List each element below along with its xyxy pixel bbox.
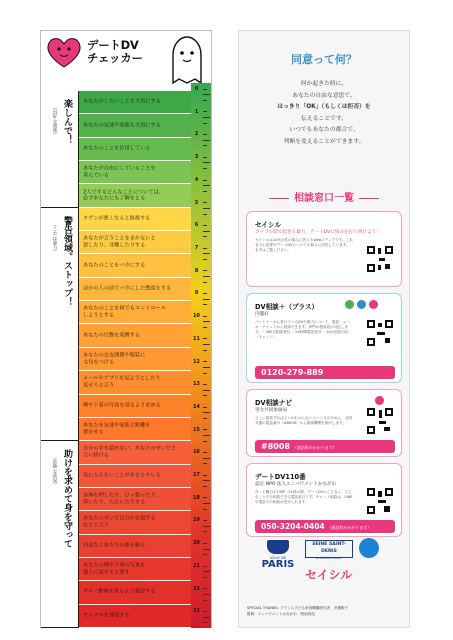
ruler-tick xyxy=(203,162,210,163)
ruler-number: 13 xyxy=(193,382,200,388)
section-title: 助けを求めて身を守って xyxy=(62,449,72,549)
ruler-tick xyxy=(203,299,210,300)
ruler-tick xyxy=(203,361,207,362)
ruler-tick xyxy=(203,202,207,203)
ruler-tick xyxy=(203,208,210,209)
ruler-tick xyxy=(203,253,210,254)
paris-ship-icon xyxy=(267,540,289,554)
ruler-tick xyxy=(203,549,210,550)
phone-number-button[interactable] xyxy=(255,366,395,379)
ruler-number: 6 xyxy=(194,223,199,229)
checker-item-text: メールやアプリを見ようとしたり 見せろと言う xyxy=(83,375,161,389)
contact-box-seishiru xyxy=(246,211,402,287)
ruler-tick xyxy=(203,225,207,226)
checker-item-text: 自分の非を認めない。あなたのせいだと 言い続ける xyxy=(83,445,177,459)
ruler-number: 7 xyxy=(194,245,199,251)
ruler-tick xyxy=(203,503,210,504)
ruler-tick xyxy=(203,157,207,158)
contact-name: DV相談＋（プラス） xyxy=(255,303,319,311)
section-title: 楽しんで！ xyxy=(62,99,72,144)
section-label-2 xyxy=(41,208,79,441)
phone-number-button[interactable] xyxy=(255,520,395,533)
checker-header xyxy=(41,31,211,91)
round-badge-logo xyxy=(359,538,379,558)
phone-number: 050-3204-0404 xyxy=(261,522,325,531)
section-subtitle: （良好な関係） xyxy=(52,105,57,138)
seine-saint-denis-logo xyxy=(305,540,353,558)
checker-item-text: 同意なくあなたの体を触る xyxy=(83,542,146,549)
contact-name: セイシル xyxy=(255,221,282,229)
qr-code[interactable] xyxy=(367,246,393,272)
ruler-tick xyxy=(203,276,210,277)
contact-description: どこに相談すればよいかわからないという方のために、全国共通の電話番号（#8008）から相談機関を案内します。 xyxy=(255,416,353,425)
ruler-number: 5 xyxy=(194,200,199,206)
consent-line: あなたの自由な意思で、 xyxy=(292,92,356,99)
ruler-tick xyxy=(203,600,207,601)
phone-icon xyxy=(369,300,378,309)
checker-item-text: あなたの行動を束縛する xyxy=(83,332,141,339)
consent-line: いつでもあなたの都合で、 xyxy=(289,127,359,133)
ruler-tick xyxy=(203,384,207,385)
logo-text: VILLE DE xyxy=(270,556,286,560)
contact-box-dv-soudan-navi xyxy=(246,389,402,457)
consent-line: 伝えることです。 xyxy=(301,115,347,122)
contact-subtitle: 認定 NPO 法人エンパワメントかながわ xyxy=(255,482,337,487)
ruler-tick xyxy=(203,304,207,305)
ruler-tick xyxy=(203,622,207,623)
ruler-number: 22 xyxy=(193,586,200,592)
ruler-number: 18 xyxy=(193,495,200,501)
ruler-number: 1 xyxy=(194,109,199,115)
checker-item-text: セックスを強要する xyxy=(83,612,130,619)
ruler-tick xyxy=(203,486,207,487)
checker-title xyxy=(87,39,159,65)
ruler-number: 15 xyxy=(193,427,200,433)
checker-item-text: 身体を押したり、ひっ張ったり、 叩いたり、たたいたりする xyxy=(83,492,161,506)
logo-text: LE DÉPARTEMENT xyxy=(315,556,343,560)
ruler-number: 11 xyxy=(193,336,200,342)
ruler-tick xyxy=(203,89,207,90)
ruler-tick xyxy=(203,214,207,215)
ruler-tick xyxy=(203,429,207,430)
contact-subtitle: 内閣府 xyxy=(255,312,269,317)
ruler-tick xyxy=(203,531,207,532)
chat-icon xyxy=(345,300,354,309)
ruler-number: 10 xyxy=(193,314,200,320)
ruler-tick xyxy=(203,407,207,408)
ruler-number: 9 xyxy=(194,291,199,297)
checker-item-text: あなたの友達や家族も大切にする xyxy=(83,122,161,129)
qr-code[interactable] xyxy=(367,408,393,434)
checker-item-text: 気に入らないことがあるとキレる xyxy=(83,472,161,479)
ruler-tick xyxy=(203,526,210,527)
ruler-tick xyxy=(203,520,207,521)
ruler-number: 20 xyxy=(193,541,200,547)
section-subtitle: （これは暴力） xyxy=(52,221,57,254)
contact-description: セイシルは10代の性の悩みに答えるWebメディアです。これまでの恋愛やデートDVについての悩みに回答しています。まずはご覧ください。 xyxy=(255,238,353,252)
consent-contact-card xyxy=(238,30,410,628)
ruler-tick xyxy=(203,134,207,135)
call-fee-note: （通話料がかかります） xyxy=(292,445,337,450)
ruler-number: 16 xyxy=(193,450,200,456)
ruler-number: 21 xyxy=(193,563,200,569)
contact-name: デートDV110番 xyxy=(255,473,306,481)
ruler-tick xyxy=(203,168,207,169)
phone-number-button[interactable] xyxy=(255,440,395,453)
ruler-tick xyxy=(203,293,207,294)
ruler-tick xyxy=(203,282,207,283)
ruler-tick xyxy=(203,458,210,459)
checker-item-text: 2人でするどんなことについては、 必ずあなたにも了解をとる xyxy=(83,188,165,202)
phone-number: 0120-279-889 xyxy=(261,368,324,377)
contact-description: 月〜土曜日の19時〜21時の間、デートDVのことなら、どんなことでも相談できる電話窓口です。チャット相談は、LINE や電話での相談が受けられます。 xyxy=(255,490,353,504)
credits-line: 監修：エンパワメントかながわ 阿部真紀 xyxy=(247,612,315,616)
sponsor-logos xyxy=(249,536,399,596)
ruler-tick xyxy=(203,395,207,396)
consent-line: 判断を変えることができます。 xyxy=(283,138,365,145)
ruler-tick xyxy=(203,566,207,567)
ruler-tick xyxy=(203,480,210,481)
ruler-tick xyxy=(203,117,210,118)
contact-subtitle: 男女共同参画局 xyxy=(255,408,288,413)
ruler-tick xyxy=(203,344,210,345)
ruler-number: 4 xyxy=(194,177,199,183)
ruler-tick xyxy=(203,338,207,339)
ruler-tick xyxy=(203,441,207,442)
dv-checker-card xyxy=(40,30,212,628)
ruler-tick xyxy=(203,577,207,578)
ghost-character-icon xyxy=(167,35,207,85)
ruler-number: 17 xyxy=(193,473,200,479)
contact-box-dv-soudan-plus xyxy=(246,293,402,383)
ruler-number: 12 xyxy=(193,359,200,365)
contact-list-heading: 相談窓口一覧 xyxy=(239,189,409,204)
ruler-tick xyxy=(203,248,207,249)
checker-item-text: ポルノ動画を見るよう強要する xyxy=(83,589,156,596)
ruler-tick xyxy=(203,185,210,186)
credits xyxy=(247,605,407,617)
ruler-tick xyxy=(203,350,207,351)
ruler-tick xyxy=(203,140,210,141)
ruler-tick xyxy=(203,259,207,260)
qr-code[interactable] xyxy=(367,320,393,346)
consent-text xyxy=(249,79,399,148)
phone-icon xyxy=(375,396,384,405)
mail-icon xyxy=(357,300,366,309)
ruler-number: 19 xyxy=(193,518,200,524)
call-fee-note: （通話料がかかります） xyxy=(327,525,372,530)
checker-rows xyxy=(41,91,191,628)
ruler-tick xyxy=(203,373,207,374)
ruler-tick xyxy=(203,100,207,101)
ruler-tick xyxy=(203,236,207,237)
section-title: 警告領域。ストップ！ xyxy=(62,215,72,306)
checker-item-text: あなたのことを何でもコントロール しようとする xyxy=(83,305,166,319)
ruler-tick xyxy=(203,270,207,271)
ruler-tick xyxy=(203,231,210,232)
checker-item-text: 裸や下着の写真を送るよう求める xyxy=(83,402,161,409)
ruler-tick xyxy=(203,452,207,453)
contact-box-datedv-110 xyxy=(246,463,402,537)
ruler-tick xyxy=(203,611,207,612)
checker-item-text: あなたを友達や家族と距離を 置かせる xyxy=(83,422,151,436)
ruler-tick xyxy=(203,475,207,476)
ruler-number: 3 xyxy=(194,155,199,161)
ruler-tick xyxy=(203,588,207,589)
ruler-tick xyxy=(203,191,207,192)
logo-text: SEINE SAINT-DENIS xyxy=(312,542,346,554)
section-subtitle: （危険な状況） xyxy=(52,455,57,488)
ruler-tick xyxy=(203,321,210,322)
ruler-number: 23 xyxy=(193,609,200,615)
title-line1: デートDV xyxy=(87,38,139,52)
ruler-tick xyxy=(203,497,207,498)
checker-item-text: あなたの裸や下着の写真を 他人に見せると脅す xyxy=(83,562,146,576)
checker-item-text: あなたが言うことをきかないと 怒したり、非難したりする xyxy=(83,235,156,249)
ruler-tick xyxy=(203,412,210,413)
danger-level-ruler xyxy=(191,83,211,628)
heart-face-icon xyxy=(45,35,83,69)
ruler-number: 14 xyxy=(193,404,200,410)
ruler-number: 8 xyxy=(194,268,199,274)
seishiru-logo: セイシル xyxy=(305,568,353,582)
ruler-tick xyxy=(203,509,207,510)
ruler-tick xyxy=(203,316,207,317)
checker-item-text: ほかの人の前でバカにした態度をする xyxy=(83,285,172,292)
ruler-number: 0 xyxy=(194,87,199,92)
checker-item-text: あなたが自由にしていることを 喜んでいる xyxy=(83,165,156,179)
checker-item-text: キゲンが悪くなると無視する xyxy=(83,215,151,222)
ruler-number: 2 xyxy=(194,132,199,138)
checker-item-text: あなたのことをバカにする xyxy=(83,262,146,269)
ruler-tick xyxy=(203,94,210,95)
ruler-tick xyxy=(203,435,210,436)
ville-de-paris-logo xyxy=(261,540,295,570)
ruler-tick xyxy=(203,180,207,181)
ruler-tick xyxy=(203,123,207,124)
logo-text: PARIS xyxy=(261,559,295,570)
consent-heading: 同意って何？ xyxy=(291,53,357,66)
ruler-tick xyxy=(203,145,207,146)
ruler-tick xyxy=(203,111,207,112)
phone-number: #8008 xyxy=(261,442,290,451)
contact-name: DV相談ナビ xyxy=(255,399,292,407)
ruler-tick xyxy=(203,617,210,618)
ruler-tick xyxy=(203,571,210,572)
checker-item-text: あなたの交友関係や服装に 文句をつける xyxy=(83,352,146,365)
checker-item-text: あなたのせいで自分が自殺する などと言う xyxy=(83,515,156,529)
ruler-tick xyxy=(203,554,207,555)
checker-item-text: あなたのことを信用している xyxy=(83,145,151,152)
ruler-tick xyxy=(203,594,210,595)
contact-subtitle: カップル間で起きる暴力、デートDVに悩みを打ち明けよう！ xyxy=(255,230,381,235)
consent-line: はっきり「OK」（もしくは拒否）を xyxy=(277,104,371,110)
ruler-tick xyxy=(203,463,207,464)
ruler-tick xyxy=(203,327,207,328)
contact-description: パートナーから受けているDVや暴力について、電話・メール・チャットから相談できます。専門の相談員が対応します。・365日相談受付 ・24時間電話受付 ・10か国語対応（チャット） xyxy=(255,320,350,339)
section-label-1 xyxy=(41,91,79,208)
ruler-tick xyxy=(203,390,210,391)
qr-code[interactable] xyxy=(367,488,393,514)
ruler-tick xyxy=(203,418,207,419)
title-line2: チェッカー xyxy=(87,51,143,65)
ruler-tick xyxy=(203,367,210,368)
consent-line: 何か起きた時に、 xyxy=(300,81,348,87)
credits-line: SPECIAL THANKS: フランス子ども家庭機構研究者 安積明子 xyxy=(247,606,349,610)
checker-item-text: あなたがしたいことを大切にする xyxy=(83,98,161,105)
ruler-tick xyxy=(203,543,207,544)
section-label-3 xyxy=(41,441,79,628)
